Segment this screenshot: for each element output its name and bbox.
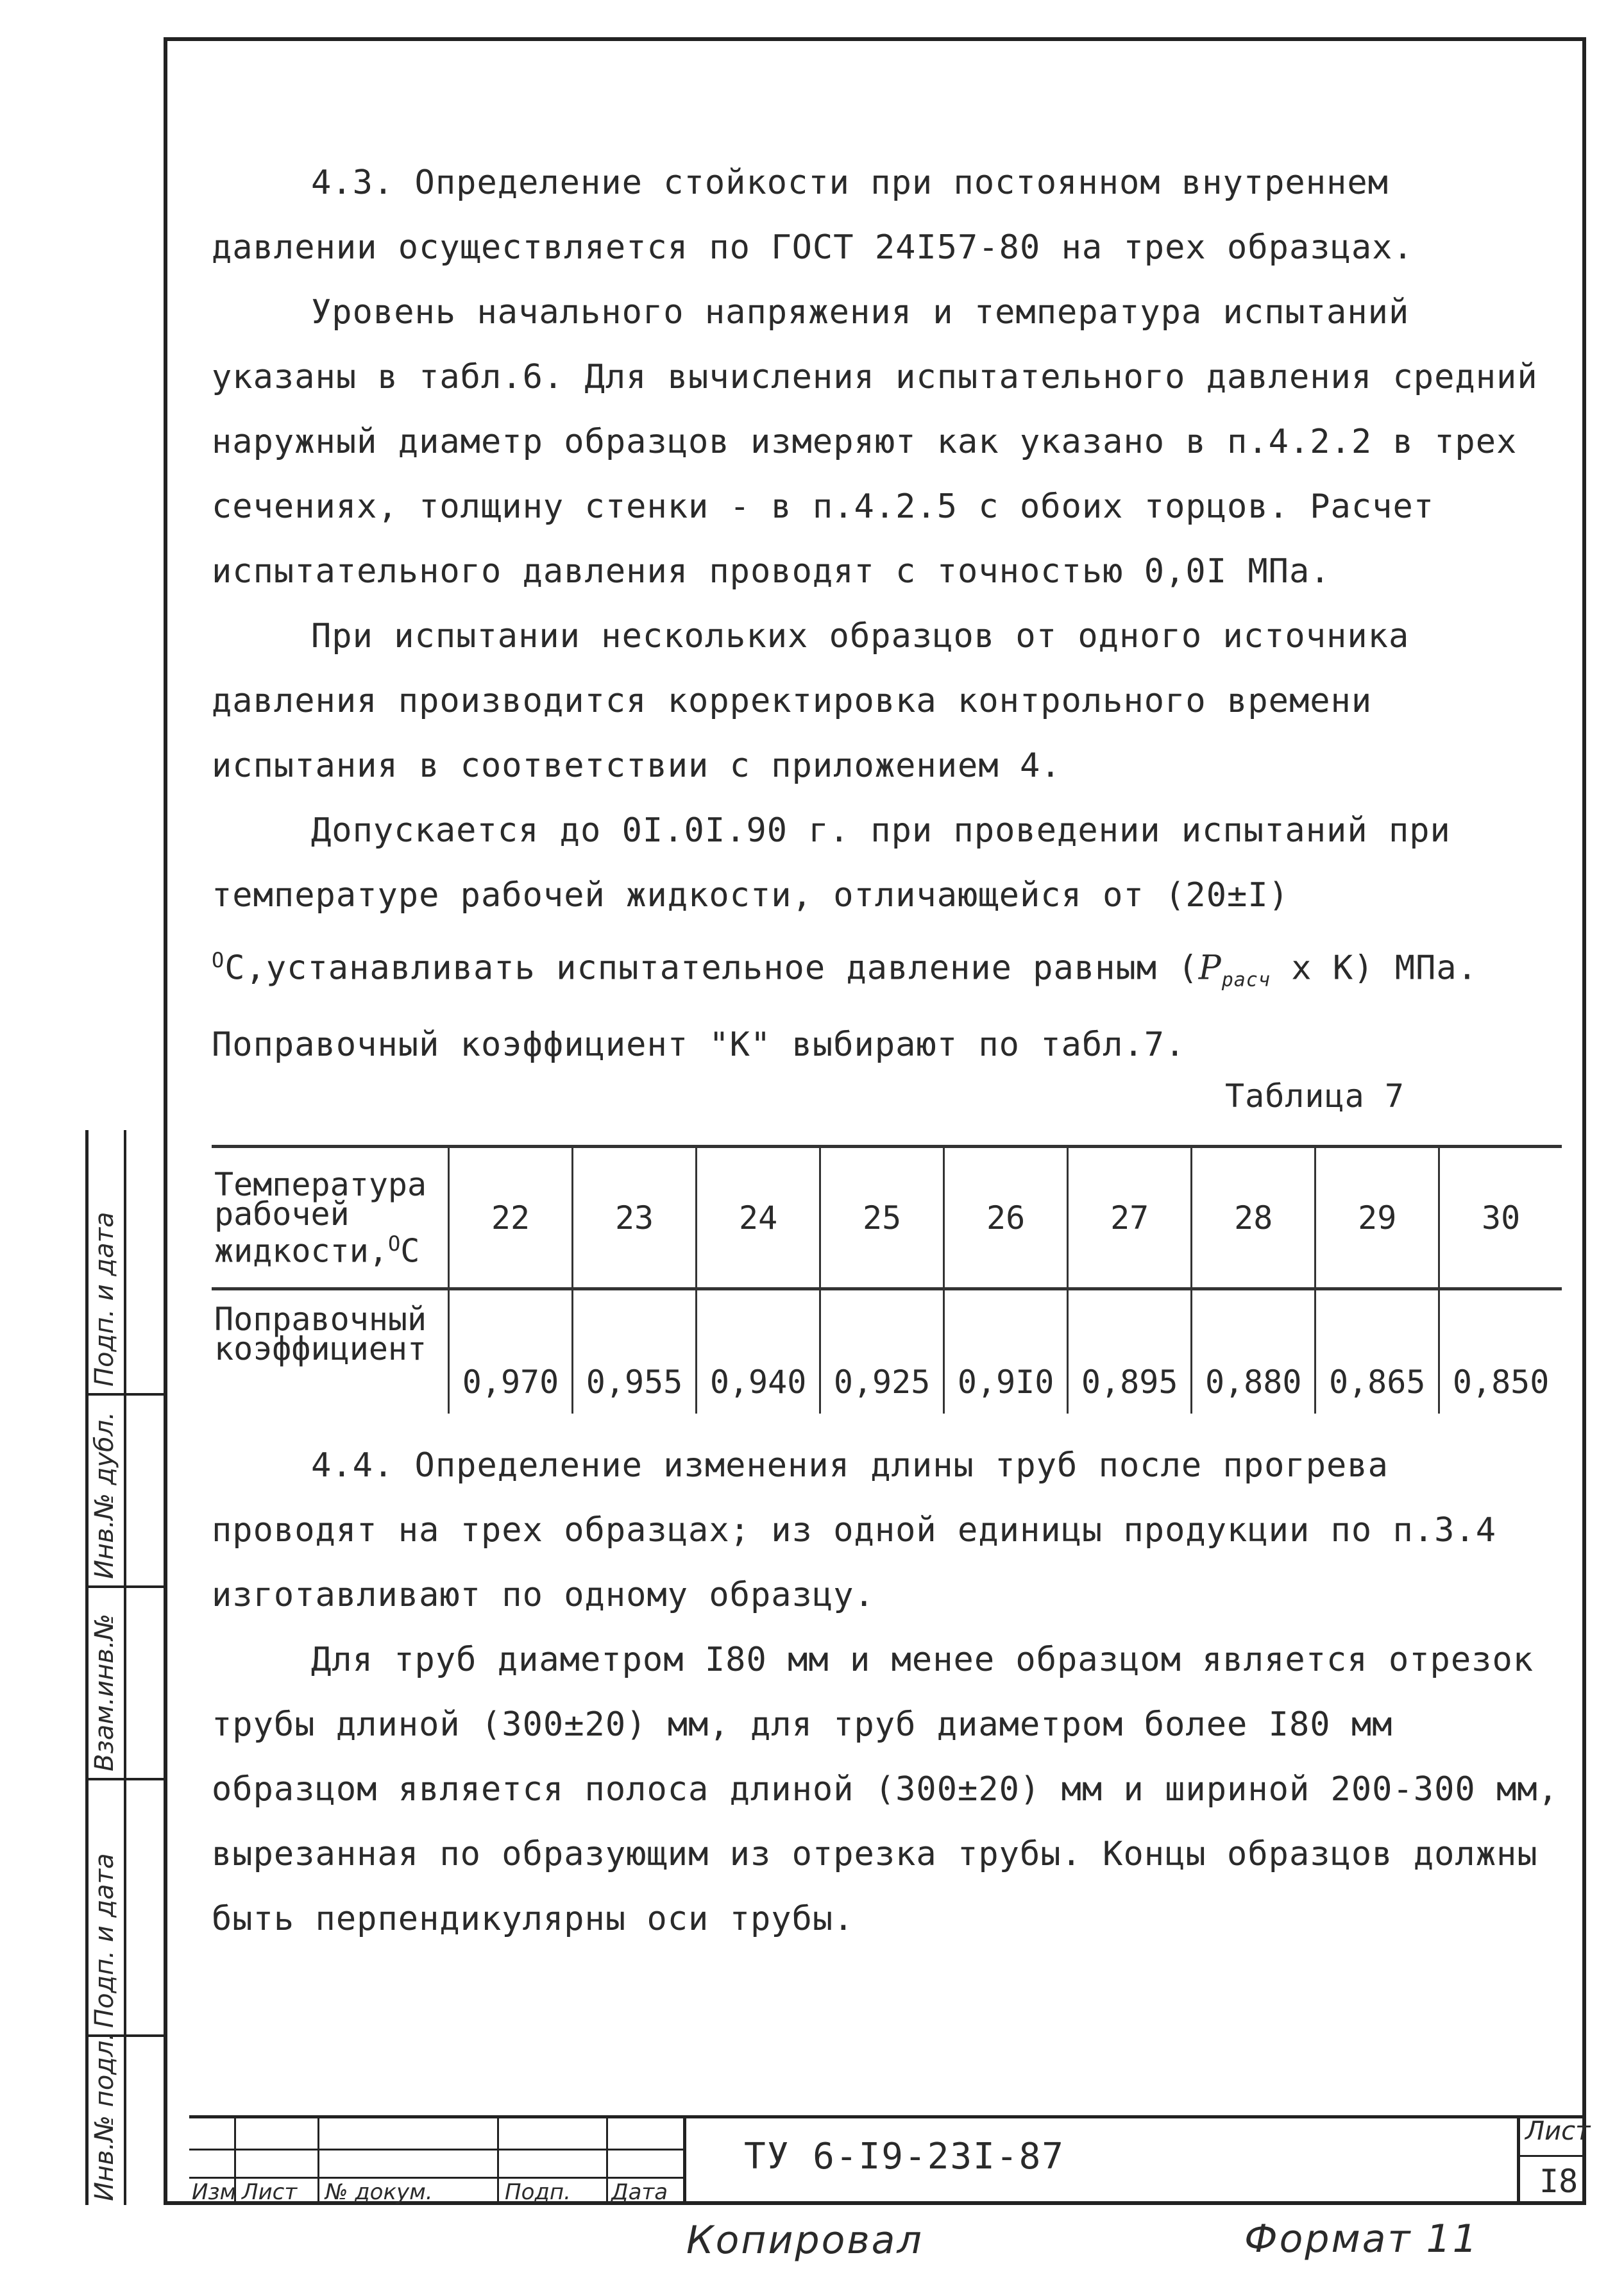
col-signature: Подп.	[505, 2179, 571, 2205]
col-change: Изм	[192, 2179, 237, 2205]
coefficient-cell: 0,9I0	[944, 1289, 1068, 1414]
coefficient-cell: 0,850	[1439, 1289, 1562, 1414]
coefficient-cell: 0,865	[1315, 1289, 1439, 1414]
table-row-coefficient	[212, 1289, 1562, 1414]
degree-sign: О	[212, 948, 225, 972]
header-coefficient	[212, 1289, 449, 1414]
header-temperature-word: жидкости,	[214, 1232, 388, 1270]
header-degree-sign: О	[387, 1231, 401, 1256]
paragraph-4-3: 4.3. Определение стойкости при постоянном внутреннем давлении осуществляется по ГОСТ 24I57-80 на трех образцах.	[212, 164, 1414, 267]
paragraph-4-4: 4.4. Определение изменения длины труб после прогрева проводят на трех образцах; из одной единицы продукции по п.3.4 изготавливают по одному образцу.	[212, 1446, 1497, 1614]
sheet-number: I8	[1539, 2163, 1578, 2200]
copied-by: Копировал	[686, 2218, 924, 2263]
coefficient-cell: 0,940	[697, 1289, 820, 1414]
text-part-c: x К) МПа. Поправочный коэффициент "К" выбирают по табл.7.	[212, 949, 1478, 1064]
temperature-cell: 25	[820, 1147, 944, 1289]
pressure-subscript: расч	[1221, 968, 1271, 992]
header-temperature-line2: рабочей	[214, 1195, 350, 1233]
section-4-4	[212, 1433, 1565, 1952]
temperature-cell: 26	[944, 1147, 1068, 1289]
temperature-cell: 23	[573, 1147, 697, 1289]
side-stamp-divider	[124, 1130, 126, 2205]
text-part-b: С,устанавливать испытательное давление равным (	[224, 949, 1199, 988]
coefficient-cell: 0,880	[1192, 1289, 1315, 1414]
temperature-cell: 22	[449, 1147, 573, 1289]
header-temperature-line3	[214, 1229, 445, 1270]
correction-table	[212, 1145, 1562, 1414]
header-unit: С	[400, 1232, 420, 1270]
side-label-replacement-number: Взам.инв.№	[90, 1613, 119, 1771]
format-label: Формат 11	[1244, 2217, 1479, 2261]
document-code: ТУ 6-I9-23I-87	[744, 2136, 1065, 2177]
header-temperature-line1: Температура	[214, 1165, 427, 1203]
paragraph-initial-stress: Уровень начального напряжения и температура испытаний указаны в табл.6. Для вычисления испытательного давления средний наружный диаметр образцов измеряют как указано в п.4.2.2 в трех сечениях, толщину стенки - в п.4.2.5 с обоих торцов. Расчет испытательного давления проводят с точностью 0,0I МПа.	[212, 293, 1538, 591]
temperature-cell: 28	[1192, 1147, 1315, 1289]
header-coefficient-line1: Поправочный	[214, 1301, 427, 1338]
col-document: № докум.	[325, 2179, 433, 2205]
paragraph-permitted-until	[212, 799, 1565, 1077]
col-date: Дата	[611, 2179, 668, 2205]
temperature-cell: 24	[697, 1147, 820, 1289]
coefficient-cell: 0,895	[1068, 1289, 1192, 1414]
header-temperature	[212, 1147, 449, 1289]
header-coefficient-line2: коэффициент	[214, 1330, 427, 1367]
side-label-dup-number: Инв.№ дубл.	[90, 1412, 119, 1579]
sheet-label: Лист	[1525, 2117, 1591, 2146]
temperature-cell: 30	[1439, 1147, 1562, 1289]
col-sheet: Лист	[242, 2179, 298, 2205]
coefficient-cell: 0,955	[573, 1289, 697, 1414]
temperature-cell: 27	[1068, 1147, 1192, 1289]
side-stamp	[85, 1130, 167, 2205]
coefficient-cell: 0,925	[820, 1289, 944, 1414]
section-4-3	[212, 151, 1565, 1077]
temperature-cell: 29	[1315, 1147, 1439, 1289]
side-label-sign-date-2: Подп. и дата	[90, 1853, 119, 2028]
table-row-temperature	[212, 1147, 1562, 1289]
paragraph-multiple-samples: При испытании нескольких образцов от одного источника давления производится корректировка контрольного времени испытания в соответствии с приложением 4.	[212, 617, 1410, 785]
side-label-sign-date: Подп. и дата	[90, 1212, 119, 1387]
side-label-original-number: Инв.№ подл.	[90, 2032, 119, 2201]
pressure-symbol: P	[1198, 949, 1222, 988]
paragraph-sample-size: Для труб диаметром I80 мм и менее образцом является отрезок трубы длиной (300±20) мм, для труб диаметром более I80 мм образцом является полоса длиной (300±20) мм и шириной 200-300 мм, вырезанная по образующим из отрезка трубы. Концы образцов должны быть перпендикулярны оси трубы.	[212, 1641, 1559, 1938]
table-caption: Таблица 7	[1225, 1077, 1405, 1115]
coefficient-cell: 0,970	[449, 1289, 573, 1414]
text-part-a: Допускается до 0I.0I.90 г. при проведении испытаний при температуре рабочей жидкости, отличающейся от (20±I)	[212, 811, 1451, 915]
